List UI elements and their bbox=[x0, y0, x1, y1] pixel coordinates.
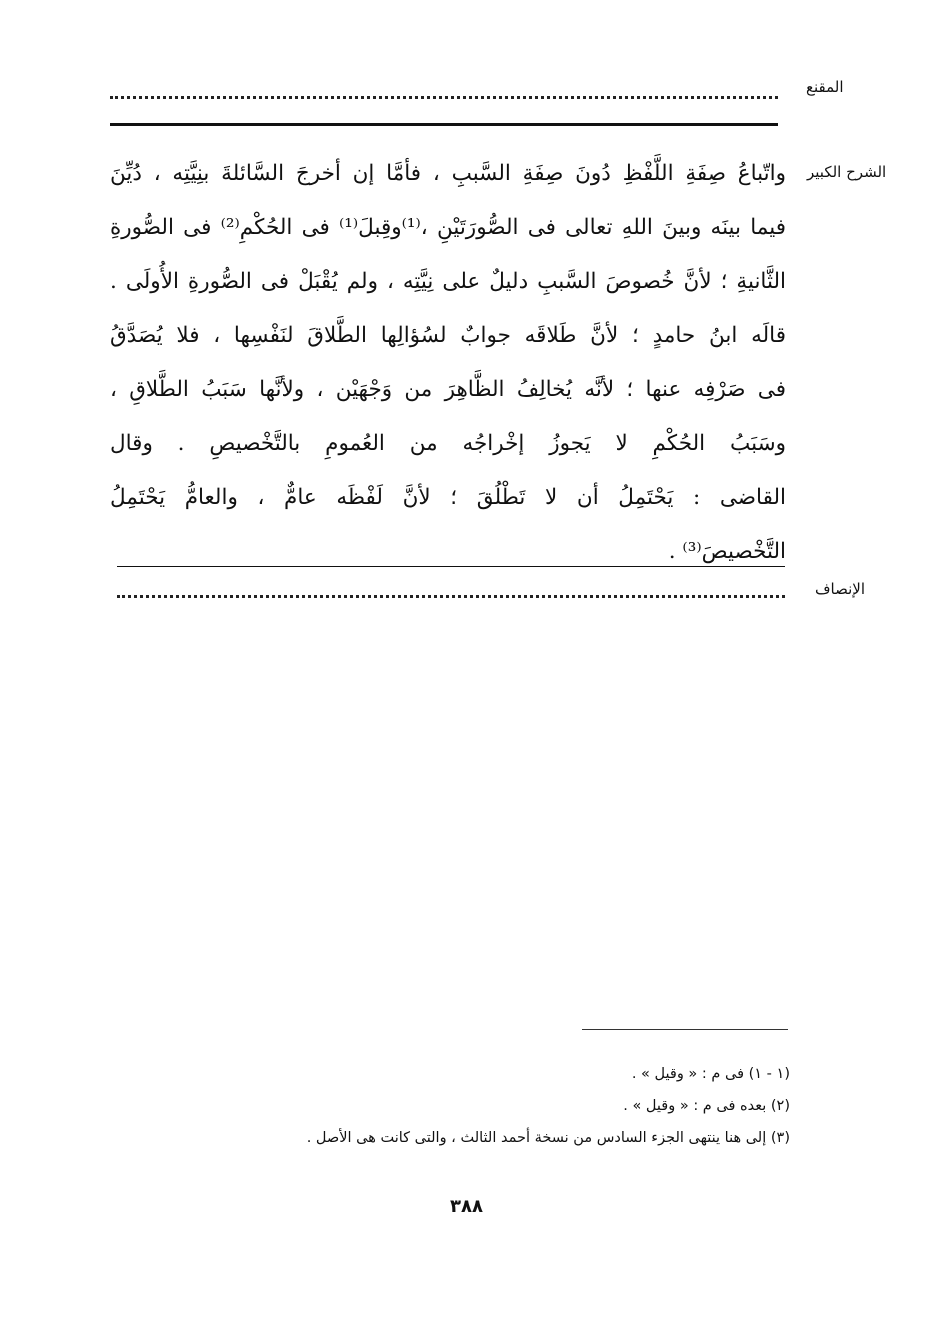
body-line: واتّباعُ صِفَةِ اللَّفْظِ دُونَ صِفَةِ السَّببِ ، فأمَّا إن أخرجَ السَّائلةَ بنِيَّتِه ، دُيِّنَ bbox=[110, 161, 786, 186]
header-book-label: المقنع bbox=[806, 78, 844, 96]
footnote-item: (٢) بعده فى م : « وقيل » . bbox=[623, 1098, 790, 1114]
body-line: الثَّانيةِ ؛ لأنَّ خُصوصَ السَّببِ دليلٌ على نِيَّتِه ، ولم يُقْبَلْ فى الصُّورةِ الأُولَى . bbox=[110, 269, 786, 294]
footnote-item: (١ - ١) فى م : « وقيل » . bbox=[631, 1066, 790, 1082]
footnote-item: (٣) إلى هنا ينتهى الجزء السادس من نسخة أحمد الثالث ، والتى كانت هى الأصل . bbox=[306, 1130, 790, 1146]
body-line: فى صَرْفِه عنها ؛ لأنَّه يُخالِفُ الظَّاهِرَ من وَجْهَيْن ، ولأنَّها سَبَبُ الطَّلاقِ ، bbox=[110, 377, 786, 402]
body-line: قالَه ابنُ حامدٍ ؛ لأنَّ طَلاقَه جوابٌ لسُؤالِها الطَّلاقَ لنَفْسِها ، فلا يُصَدَّقُ bbox=[110, 323, 786, 348]
sharh-section-label: الشرح الكبير bbox=[807, 163, 887, 181]
section-bottom-rule bbox=[117, 566, 785, 567]
body-line: القاضى : يَحْتَمِلُ أن لا تَطْلُقَ ؛ لأنَّ لَفْظَه عامٌّ ، والعامُّ يَحْتَمِلُ bbox=[110, 485, 786, 510]
insaf-section-label: الإنصاف bbox=[815, 580, 866, 598]
main-body-text bbox=[110, 147, 786, 579]
body-line: التَّخْصيصَ⁽³⁾ . bbox=[668, 539, 786, 564]
header-dotted-leader bbox=[110, 96, 778, 99]
body-line: فيما بينَه وبينَ اللهِ تعالى فى الصُّورَتَيْنِ ،⁽¹⁾وقِبلَ⁽¹⁾ فى الحُكْمِ⁽²⁾ فى الصُّورةِ bbox=[110, 215, 786, 240]
section-top-rule bbox=[110, 123, 778, 126]
insaf-dotted-leader bbox=[117, 595, 785, 598]
body-line: وسَبَبُ الحُكْمِ لا يَجوزُ إخْراجُه من العُمومِ بالتَّخْصيصِ . وقال bbox=[110, 431, 786, 456]
footnotes bbox=[230, 1058, 790, 1154]
page-number: ٣٨٨ bbox=[450, 1196, 483, 1217]
footnote-separator bbox=[582, 1029, 788, 1030]
